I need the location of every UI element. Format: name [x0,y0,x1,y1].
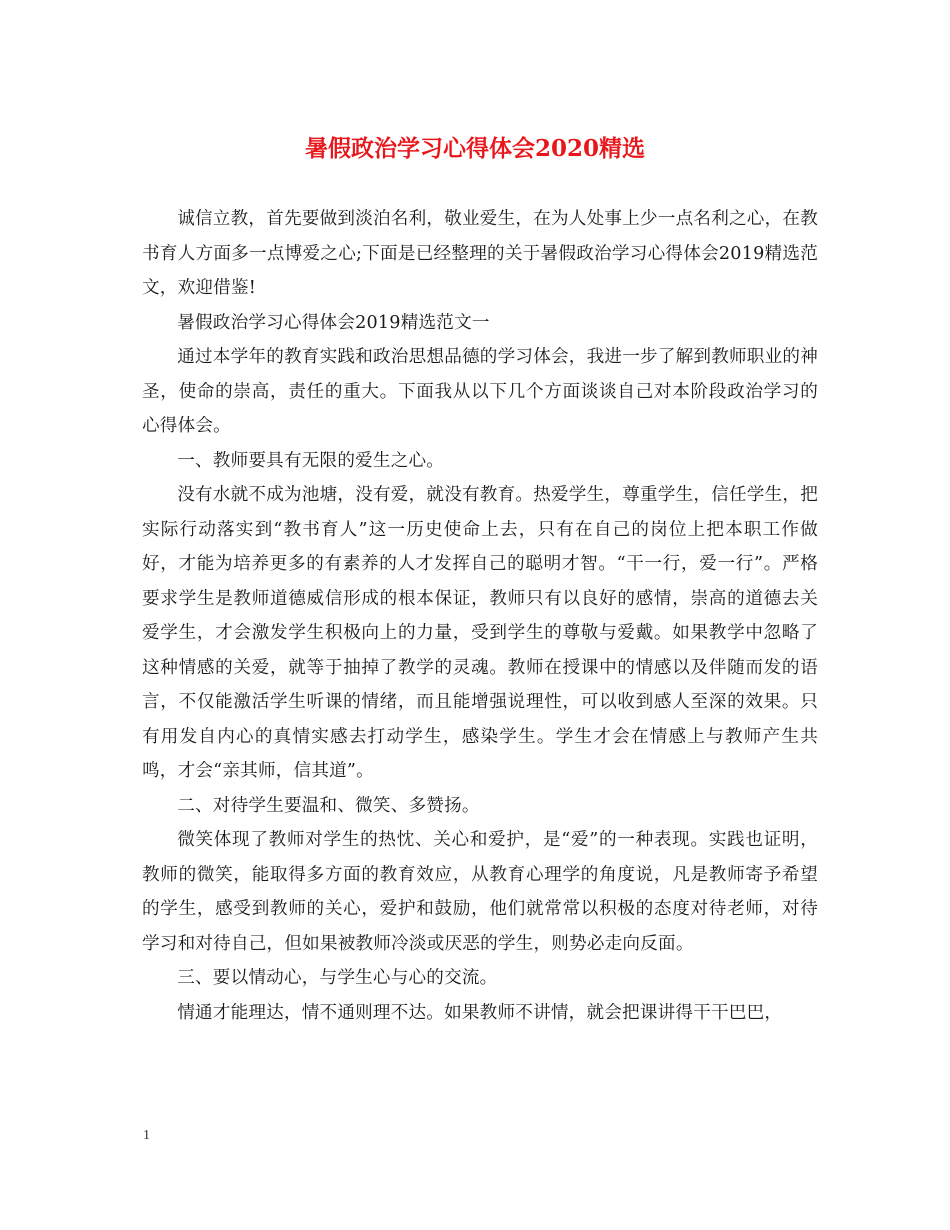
section-heading-2: 二、对待学生要温和、微笑、多赞扬。 [177,795,480,816]
paragraph: 通过本学年的教育实践和政治思想品德的学习体会，我进一步了解到教师职业的神圣，使命的崇高，责任的重大。下面我从以下几个方面谈谈自己对本阶段政治学习的心得体会。 [142,347,818,436]
section-heading-3: 三、要以情动心，与学生心与心的交流。 [177,968,498,988]
paragraph: 没有水就不成为池塘，没有爱，就没有教育。热爱学生，尊重学生，信任学生，把实际行动落实到“教书育人”这一历史使命上去，只有在自己的岗位上把本职工作做好，才能为培养更多的有素养的人才发挥自己的聪明才智。“干一行，爱一行”。严格要求学生是教师道德威信形成的根本保证，教师只有以良好的感情，崇高的道德去关爱学生，才会激发学生积极向上的力量，受到学生的尊敬与爱戴。如果教学中忽略了这种情感的关爱，就等于抽掉了教学的灵魂。教师在授课中的情感以及伴随而发的语言，不仅能激活学生听课的情绪，而且能增强说理性，可以收到感人至深的效果。只有用发自内心的真情实感去打动学生，感染学生。学生才会在情感上与教师产生共鸣，才会“亲其师，信其道”。 [142,485,818,781]
page-number: 1 [143,1128,150,1143]
section-heading-1: 一、教师要具有无限的爱生之心。 [177,450,445,471]
document-title: 暑假政治学习心得体会2020精选 [304,135,645,162]
paragraph: 微笑体现了教师对学生的热忱、关心和爱护，是“爱”的一种表现。实践也证明，教师的微笑，能取得多方面的教育效应，从教育心理学的角度说，凡是教师寄予希望的学生，感受到教师的关心，爱护和鼓励，他们就常常以积极的态度对待老师，对待学习和对待自己，但如果被教师冷淡或厌恶的学生，则势必走向反面。 [142,830,818,954]
paragraph-intro: 诚信立教，首先要做到淡泊名利，敬业爱生，在为人处事上少一点名利之心，在教书育人方面多一点博爱之心;下面是已经整理的关于暑假政治学习心得体会2019精选范文，欢迎借鉴! [142,209,818,298]
paragraph-subtitle: 暑假政治学习心得体会2019精选范文一 [177,312,490,333]
paragraph: 情通才能理达，情不通则理不达。如果教师不讲情，就会把课讲得干干巴巴， [177,1002,783,1023]
document-body [142,202,818,1030]
